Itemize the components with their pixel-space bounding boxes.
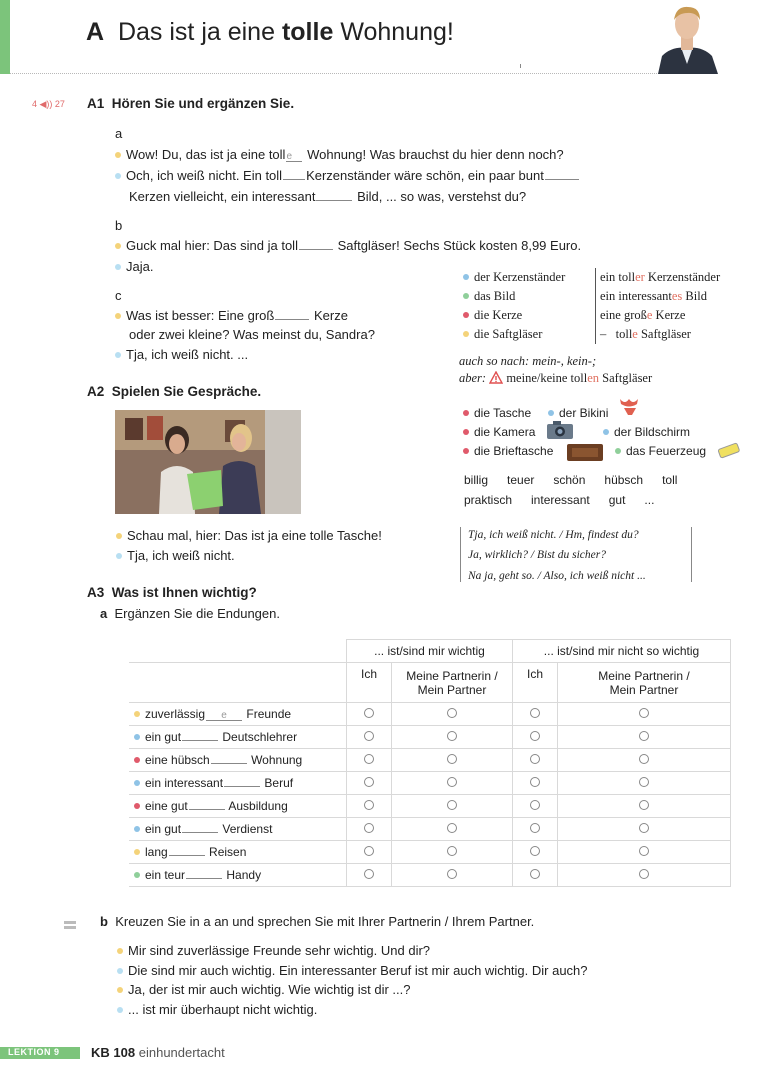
dialog-line: Wow! Du, das ist ja eine tolle Wohnung! Was brauchst du hier denn noch?	[115, 147, 564, 162]
checkbox-circle[interactable]	[639, 754, 649, 764]
grammar-right-4: – tolle Saftgläser	[600, 327, 691, 341]
fill-gap[interactable]	[182, 730, 218, 741]
checkbox-circle[interactable]	[639, 869, 649, 879]
checkbox-circle[interactable]	[364, 869, 374, 879]
fill-gap[interactable]	[211, 753, 247, 764]
lektion-tag: LEKTION 9	[0, 1047, 80, 1059]
row-label: zuverlässig e Freunde	[130, 703, 347, 726]
item-tasche: die Tasche	[463, 406, 531, 420]
dialog-line: Mir sind zuverlässige Freunde sehr wichtig. Und dir?	[117, 943, 430, 958]
a2-heading: A2 Spielen Sie Gespräche.	[87, 384, 262, 399]
col-partner-2: Meine Partnerin / Mein Partner	[558, 663, 731, 703]
dialog-line: Ja, der ist mir auch wichtig. Wie wichtig ist dir ...?	[117, 982, 410, 997]
a1-heading: A1 Hören Sie und ergänzen Sie.	[87, 96, 295, 111]
adjective-list-1: billig teuer schön hübsch toll	[464, 473, 678, 487]
item-kamera: die Kamera	[463, 425, 535, 439]
checkbox-circle[interactable]	[530, 846, 540, 856]
a1-part-c: c	[115, 288, 122, 303]
bikini-icon	[617, 393, 643, 419]
dialog-line: Tja, ich weiß nicht. ...	[115, 347, 248, 362]
col-partner: Meine Partnerin / Mein Partner	[392, 663, 513, 703]
checkbox-circle[interactable]	[530, 754, 540, 764]
fill-gap[interactable]	[169, 845, 205, 856]
row-label: ein gut Verdienst	[130, 818, 347, 841]
checkbox-circle[interactable]	[639, 731, 649, 741]
checkbox-circle[interactable]	[447, 869, 457, 879]
grammar-right-2: ein interessantes Bild	[600, 289, 707, 303]
checkbox-circle[interactable]	[639, 800, 649, 810]
checkbox-circle[interactable]	[364, 708, 374, 718]
fill-gap[interactable]	[189, 799, 225, 810]
row-label: ein teur Handy	[130, 864, 347, 887]
checkbox-circle[interactable]	[530, 869, 540, 879]
table-row	[130, 864, 731, 887]
fill-gap[interactable]	[224, 776, 260, 787]
dialog-line: Was ist besser: Eine groß Kerze	[115, 308, 348, 323]
speaker-dot	[115, 352, 121, 358]
table-row	[130, 703, 731, 726]
fill-gap[interactable]	[186, 868, 222, 879]
dialog-line: Och, ich weiß nicht. Ein toll Kerzenständer wäre schön, ein paar bunt	[115, 168, 580, 183]
grammar-note-2: aber: meine/keine tollen Saftgläser	[459, 371, 653, 385]
table-row	[130, 818, 731, 841]
fill-gap[interactable]	[275, 309, 309, 320]
header-accent-bar	[0, 0, 10, 74]
lighter-icon	[715, 441, 745, 461]
table-row	[130, 772, 731, 795]
dialog-line: Die sind mir auch wichtig. Ein interessanter Beruf ist mir auch wichtig. Dir auch?	[117, 963, 588, 978]
row-label: ein gut Deutschlehrer	[130, 726, 347, 749]
checkbox-circle[interactable]	[530, 731, 540, 741]
page-number: KB 108 einhundertacht	[91, 1045, 225, 1060]
checkbox-circle[interactable]	[364, 754, 374, 764]
row-label: lang Reisen	[130, 841, 347, 864]
dialog-line: Kerzen vielleicht, ein interessant Bild, ... so was, verstehst du?	[129, 189, 527, 204]
header-divider	[10, 73, 665, 74]
checkbox-circle[interactable]	[447, 731, 457, 741]
presenter-photo	[652, 0, 722, 74]
item-bildschirm: der Bildschirm	[603, 425, 690, 439]
checkbox-circle[interactable]	[530, 800, 540, 810]
endings-table	[129, 639, 731, 887]
checkbox-circle[interactable]	[447, 800, 457, 810]
dialog-line: oder zwei kleine? Was meinst du, Sandra?	[129, 327, 375, 342]
checkbox-circle[interactable]	[447, 754, 457, 764]
a3-heading: A3 Was ist Ihnen wichtig?	[87, 585, 257, 600]
table-row	[130, 749, 731, 772]
grammar-right-1: ein toller Kerzenständer	[600, 270, 721, 284]
dialog-line: Guck mal hier: Das sind ja toll Saftgläser! Sechs Stück kosten 8,99 Euro.	[115, 238, 581, 253]
checkbox-circle[interactable]	[364, 846, 374, 856]
speaker-dot	[115, 152, 121, 158]
item-bikini: der Bikini	[548, 406, 608, 420]
response-2: Ja, wirklich? / Bist du sicher?	[468, 549, 606, 561]
response-1: Tja, ich weiß nicht. / Hm, findest du?	[468, 529, 639, 541]
fill-gap[interactable]	[182, 822, 218, 833]
fill-gap[interactable]: e	[206, 710, 242, 721]
fill-gap[interactable]	[316, 190, 352, 201]
table-row	[130, 726, 731, 749]
page-title: A Das ist ja eine tolle Wohnung!	[86, 18, 454, 46]
a1-part-a: a	[115, 126, 123, 141]
response-3: Na ja, geht so. / Also, ich weiß nicht ...	[468, 570, 646, 582]
wallet-icon	[566, 441, 604, 463]
checkbox-circle[interactable]	[364, 823, 374, 833]
col-group-not-important: ... ist/sind mir nicht so wichtig	[513, 640, 731, 663]
checkbox-circle[interactable]	[364, 800, 374, 810]
partner-work-icon	[64, 917, 76, 927]
a3a-instruction: a Ergänzen Sie die Endungen.	[100, 606, 280, 621]
dialog-line: ... ist mir überhaupt nicht wichtig.	[117, 1002, 317, 1017]
fill-gap[interactable]	[545, 169, 579, 180]
checkbox-circle[interactable]	[447, 823, 457, 833]
table-row	[130, 841, 731, 864]
header-tick	[520, 64, 521, 68]
fill-gap[interactable]: e	[286, 151, 302, 162]
checkbox-circle[interactable]	[639, 777, 649, 787]
checkbox-circle[interactable]	[639, 708, 649, 718]
grammar-left-2: das Bild	[463, 289, 515, 304]
checkbox-circle[interactable]	[639, 823, 649, 833]
dialog-line: Schau mal, hier: Das ist ja eine tolle Tasche!	[116, 528, 382, 543]
checkbox-circle[interactable]	[364, 777, 374, 787]
row-label: eine hübsch Wohnung	[130, 749, 347, 772]
grammar-left-4: die Saftgläser	[463, 327, 542, 342]
checkbox-circle[interactable]	[530, 823, 540, 833]
checkbox-circle[interactable]	[530, 777, 540, 787]
checkbox-circle[interactable]	[530, 708, 540, 718]
speaker-dot	[115, 173, 121, 179]
checkbox-circle[interactable]	[447, 777, 457, 787]
col-ich: Ich	[347, 663, 392, 703]
checkbox-circle[interactable]	[447, 846, 457, 856]
item-brieftasche: die Brieftasche	[463, 444, 553, 458]
fill-gap[interactable]	[283, 169, 305, 180]
row-label: ein interessant Beruf	[130, 772, 347, 795]
col-ich-2: Ich	[513, 663, 558, 703]
row-label: eine gut Ausbildung	[130, 795, 347, 818]
grammar-note-1: auch so nach: mein-, kein-;	[459, 354, 597, 368]
checkbox-circle[interactable]	[447, 708, 457, 718]
item-feuerzeug: das Feuerzeug	[615, 444, 706, 458]
speaker-dot	[115, 313, 121, 319]
dialog-line: Jaja.	[115, 259, 153, 274]
warning-icon	[489, 371, 503, 384]
checkbox-circle[interactable]	[364, 731, 374, 741]
checkbox-circle[interactable]	[639, 846, 649, 856]
table-row	[130, 795, 731, 818]
col-group-important: ... ist/sind mir wichtig	[347, 640, 513, 663]
a1-part-b: b	[115, 218, 123, 233]
dialog-line: Tja, ich weiß nicht.	[116, 548, 235, 563]
fill-gap[interactable]	[299, 239, 333, 250]
grammar-left-1: der Kerzenständer	[463, 270, 565, 285]
camera-icon	[545, 418, 577, 442]
shopping-photo	[115, 410, 301, 514]
a3b-instruction: b Kreuzen Sie in a an und sprechen Sie mit Ihrer Partnerin / Ihrem Partner.	[100, 914, 535, 929]
audio-track-icon[interactable]: 4 ◀)) 27	[32, 99, 65, 109]
grammar-right-3: eine große Kerze	[600, 308, 686, 322]
speaker-dot	[115, 264, 121, 270]
grammar-divider	[595, 268, 596, 344]
speaker-dot	[115, 243, 121, 249]
grammar-left-3: die Kerze	[463, 308, 522, 323]
adjective-list-2: praktisch interessant gut ...	[464, 493, 655, 507]
